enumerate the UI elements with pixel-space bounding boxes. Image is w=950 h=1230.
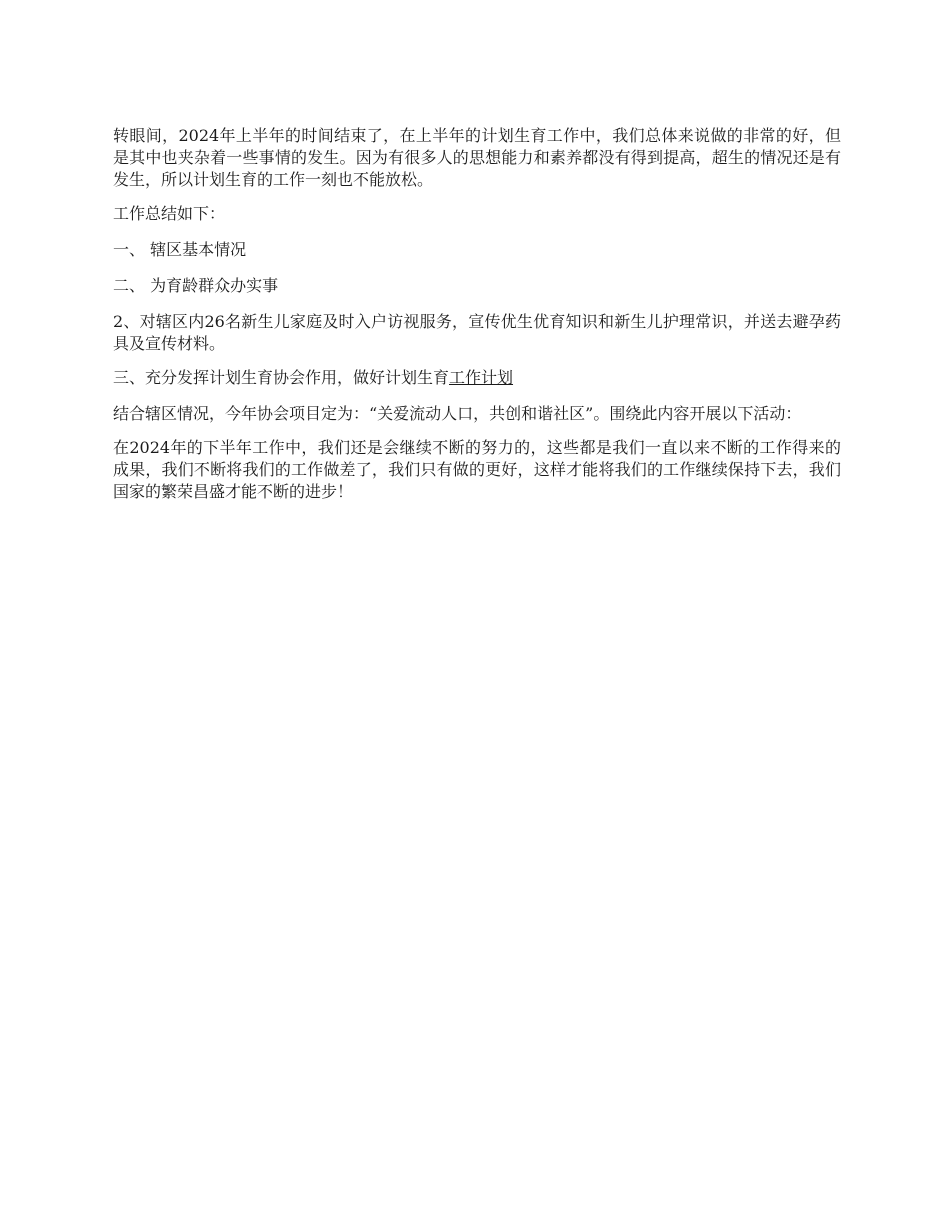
- closing-paragraph: 在2024年的下半年工作中，我们还是会继续不断的努力的，这些都是我们一直以来不断的工作得来的成果，我们不断将我们的工作做差了，我们只有做的更好，这样才能将我们的工作继续保持下去，我们国家的繁荣昌盛才能不断的进步！: [113, 438, 841, 501]
- section-3-heading-text: 三、充分发挥计划生育协会作用，做好计划生育: [113, 368, 450, 387]
- intro-paragraph: 转眼间，2024年上半年的时间结束了，在上半年的计划生育工作中，我们总体来说做的非常的好，但是其中也夹杂着一些事情的发生。因为有很多人的思想能力和素养都没有得到提高，超生的情况还是有发生，所以计划生育的工作一刻也不能放松。: [113, 126, 841, 189]
- item-2-paragraph: 2、对辖区内26名新生儿家庭及时入户访视服务，宣传优生优育知识和新生儿护理常识，并送去避孕药具及宣传材料。: [113, 312, 841, 353]
- work-plan-link[interactable]: 工作计划: [449, 368, 514, 387]
- section-3-heading: [113, 367, 841, 389]
- association-paragraph: 结合辖区情况，今年协会项目定为：“关爱流动人口，共创和谐社区”。围绕此内容开展以下活动：: [113, 404, 802, 423]
- section-2-heading: 二、 为育龄群众办实事: [113, 276, 279, 295]
- summary-heading: 工作总结如下：: [113, 204, 226, 223]
- section-1-heading: 一、 辖区基本情况: [113, 240, 247, 259]
- document-body: [113, 125, 841, 515]
